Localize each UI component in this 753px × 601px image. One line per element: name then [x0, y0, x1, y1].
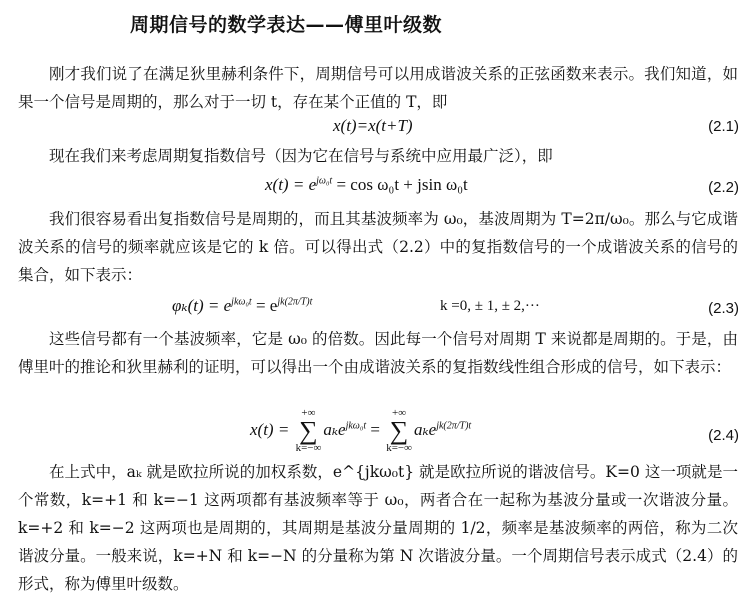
eq3-exponent-1: jkω₀t [231, 296, 252, 308]
sigma-icon: ∑ [299, 416, 318, 445]
eq4-exponent-2: jk(2π/T)t [436, 420, 472, 432]
eq4-exponent-1: jkω₀t [345, 420, 367, 432]
sum2-lower: k=−∞ [386, 442, 412, 454]
equation-number-2-3: (2.3) [708, 300, 739, 317]
page-title: 周期信号的数学表达——傅里叶级数 [130, 14, 443, 36]
paragraph-4: 这些信号都有一个基波频率，它是 ω₀ 的倍数。因此每一个信号对周期 T 来说都是周期的。于是，由傅里叶的推论和狄里赫利的证明，可以得出一个由成谐波关系的复指数线性组合形成的信号，如下表示： [18, 330, 738, 376]
eq4-lhs: x(t) = [250, 419, 290, 439]
eq4-equals: = [370, 419, 380, 439]
paragraph-2: 现在我们来考虑周期复指数信号（因为它在信号与系统中应用最广泛），即 [49, 147, 553, 165]
equation-number-2-4: (2.4) [708, 427, 739, 444]
paragraph-1: 刚才我们说了在满足狄里赫利条件下，周期信号可以用成谐波关系的正弦函数来表示。我们知道，如果一个信号是周期的，那么对于一切 t，存在某个正值的 T，即 [18, 65, 738, 111]
sum1-lower: k=−∞ [295, 442, 322, 454]
equation-2-4 [250, 408, 471, 454]
eq1-rhs: =x(t+T) [356, 116, 413, 135]
equation-2-3 [172, 296, 312, 316]
eq4-term-1: aₖe [323, 419, 346, 439]
sum1-upper: +∞ [301, 407, 316, 419]
eq4-term-2: aₖe [413, 419, 437, 439]
eq2-lhs: x(t) = e [265, 175, 317, 194]
eq3-mid: = e [255, 296, 278, 315]
eq1-lhs: x(t) [333, 116, 357, 135]
equation-2-1 [333, 116, 413, 136]
equation-number-2-1: (2.1) [708, 118, 739, 135]
sigma-icon: ∑ [389, 416, 409, 445]
eq3-lhs: φₖ(t) = e [172, 296, 232, 315]
summation-2 [386, 408, 412, 454]
eq2-exponent: jω₀t [316, 175, 333, 187]
equation-number-2-2: (2.2) [708, 179, 739, 196]
eq2-rhs: = cos ω₀t + jsin ω₀t [336, 175, 468, 194]
sum2-upper: +∞ [392, 407, 407, 419]
equation-2-2 [265, 175, 468, 195]
paragraph-3: 我们很容易看出复指数信号是周期的，而且其基波频率为 ω₀，基波周期为 T=2π/ω₀。那么与它成谐波关系的信号的频率就应该是它的 k 倍。可以得出式（2.2）中的复指数信号的一个成谐波关系的信号的集合，如下表示： [18, 210, 738, 284]
paragraph-5: 在上式中，aₖ 就是欧拉所说的加权系数，e^{jkω₀t} 就是欧拉所说的谐波信号。K=0 这一项就是一个常数，k=+1 和 k=−1 这两项都有基波频率等于 ω₀，两者合在一起称为基波分量或一次谐波分量。k=+2 和 k=−2 这两项也是周期的，其周期是基波分量周期的 1/2，频率是基波频率的两倍，称为二次谐波分量。一般来说，k=+N 和 k=−N 的分量称为第 N 次谐波分量。一个周期信号表示成式（2.4）的形式，称为傅里叶级数。 [18, 463, 738, 593]
eq3-exponent-2: jk(2π/T)t [277, 296, 313, 308]
summation-1 [296, 408, 322, 454]
equation-2-3-condition: k =0, ± 1, ± 2,··· [440, 298, 540, 314]
